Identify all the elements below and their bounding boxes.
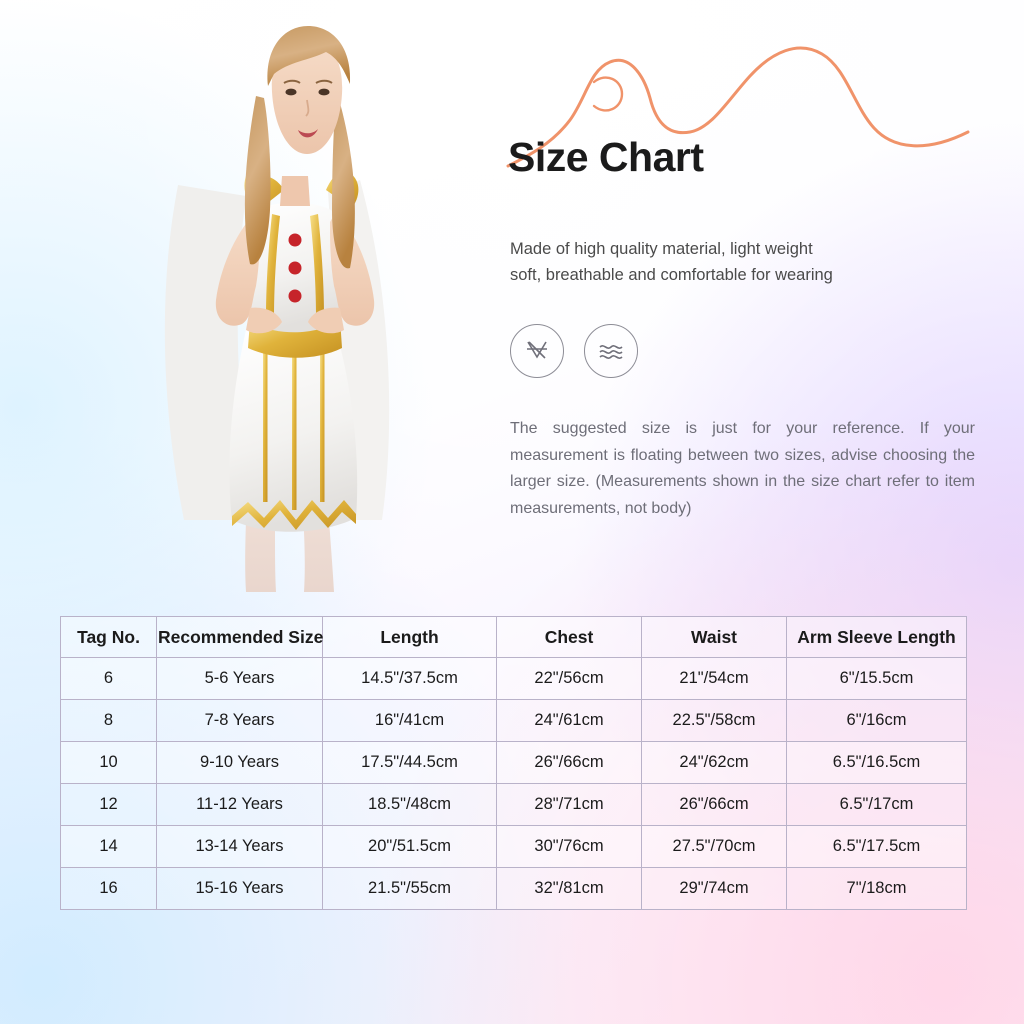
cell-length: 21.5"/55cm [323,868,497,910]
cell-tag-no: 14 [61,826,157,868]
header-waist: Waist [642,617,787,658]
cell-tag-no: 8 [61,700,157,742]
cell-waist: 29"/74cm [642,868,787,910]
cell-chest: 32"/81cm [497,868,642,910]
cell-chest: 22"/56cm [497,658,642,700]
cell-tag-no: 6 [61,658,157,700]
header-tag-no: Tag No. [61,617,157,658]
cell-waist: 24"/62cm [642,742,787,784]
header-arm-sleeve-length: Arm Sleeve Length [787,617,967,658]
page-title: Size Chart [508,134,704,180]
cell-recommended-size: 11-12 Years [157,784,323,826]
cell-length: 17.5"/44.5cm [323,742,497,784]
table-row [61,868,967,910]
cell-chest: 28"/71cm [497,784,642,826]
cell-chest: 26"/66cm [497,742,642,784]
info-panel [508,36,978,576]
header-recommended-size: Recommended Size [157,617,323,658]
cell-recommended-size: 7-8 Years [157,700,323,742]
size-note: The suggested size is just for your reference. If your measurement is floating between two sizes, advise choosing the larger size. (Measurements shown in the size chart refer to item measurements, not body) [510,420,975,517]
table-header-row [61,617,967,658]
header-length: Length [323,617,497,658]
product-photo [60,0,480,600]
table-row [61,784,967,826]
cell-arm-sleeve-length: 6.5"/17.5cm [787,826,967,868]
cell-recommended-size: 9-10 Years [157,742,323,784]
table-row [61,658,967,700]
size-chart-table-wrapper [60,616,966,910]
cell-arm-sleeve-length: 6.5"/17cm [787,784,967,826]
cell-chest: 24"/61cm [497,700,642,742]
hand-wash-icon [584,324,638,378]
size-chart-table [60,616,967,910]
cell-waist: 21"/54cm [642,658,787,700]
cell-chest: 30"/76cm [497,826,642,868]
cell-recommended-size: 15-16 Years [157,868,323,910]
cell-recommended-size: 13-14 Years [157,826,323,868]
cell-arm-sleeve-length: 6.5"/16.5cm [787,742,967,784]
care-instruction-icons [510,324,638,378]
cell-arm-sleeve-length: 6"/16cm [787,700,967,742]
cell-arm-sleeve-length: 7"/18cm [787,868,967,910]
table-row [61,826,967,868]
blurb-line-1: Made of high quality material, light weight [510,240,813,258]
table-row [61,700,967,742]
cell-length: 18.5"/48cm [323,784,497,826]
cell-waist: 22.5"/58cm [642,700,787,742]
cell-recommended-size: 5-6 Years [157,658,323,700]
header-chest: Chest [497,617,642,658]
cell-tag-no: 16 [61,868,157,910]
cell-tag-no: 12 [61,784,157,826]
cell-waist: 27.5"/70cm [642,826,787,868]
cell-arm-sleeve-length: 6"/15.5cm [787,658,967,700]
do-not-bleach-icon [510,324,564,378]
table-row [61,742,967,784]
cell-length: 14.5"/37.5cm [323,658,497,700]
cell-length: 16"/41cm [323,700,497,742]
cell-tag-no: 10 [61,742,157,784]
cell-length: 20"/51.5cm [323,826,497,868]
product-blurb [510,236,910,288]
blurb-line-2: soft, breathable and comfortable for wearing [510,266,833,284]
cell-waist: 26"/66cm [642,784,787,826]
